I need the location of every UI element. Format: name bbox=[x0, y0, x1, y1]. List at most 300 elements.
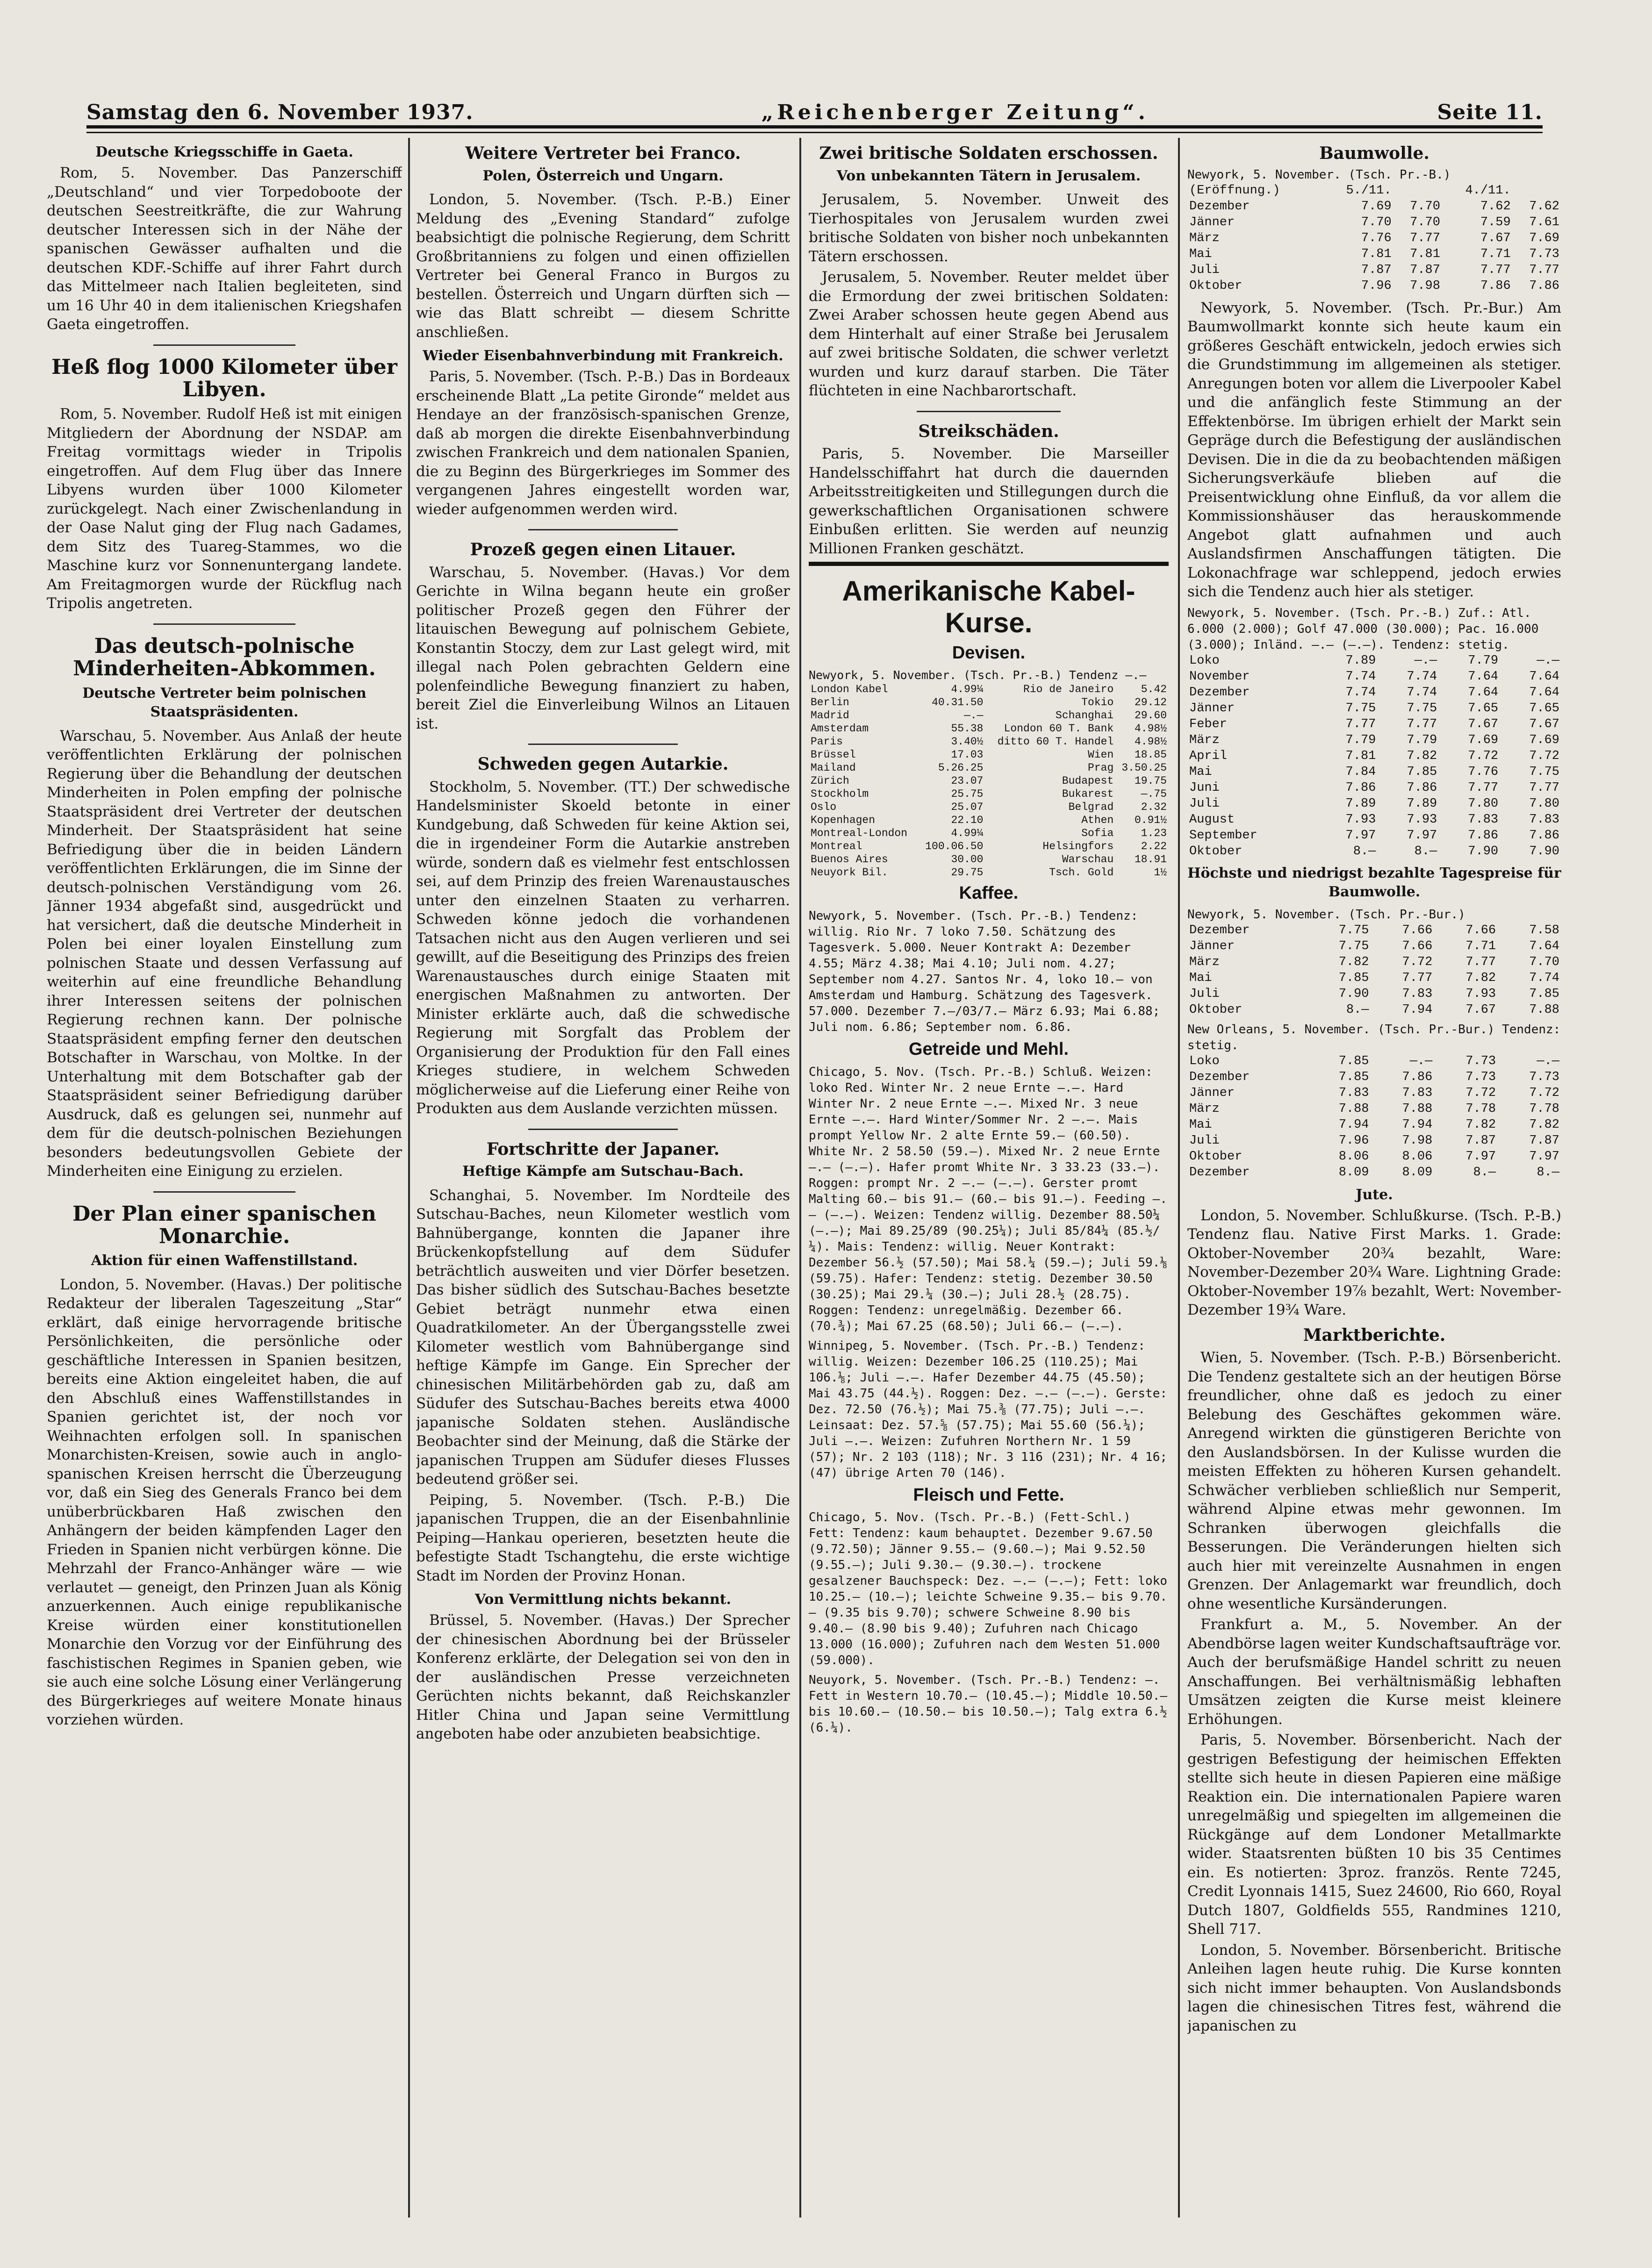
row-label: Oslo bbox=[811, 801, 837, 813]
table-cell: 7.69 bbox=[1468, 733, 1499, 747]
table-cell: 7.71 bbox=[1480, 247, 1511, 261]
table-row bbox=[1187, 1101, 1561, 1117]
table-cell: 7.74 bbox=[1407, 685, 1437, 700]
article-subtitle: Heftige Kämpfe am Sutschau-Bach. bbox=[462, 1163, 744, 1180]
table-cell: 7.85 bbox=[1407, 765, 1437, 779]
masthead-rule bbox=[86, 125, 1543, 129]
table-row bbox=[1187, 199, 1561, 215]
table-header: New Orleans, 5. November. (Tsch. Pr.-Bur.) Tendenz: stetig. bbox=[1187, 1022, 1561, 1052]
row-label: Kopenhagen bbox=[811, 814, 876, 826]
table-cell: 7.74 bbox=[1345, 669, 1376, 684]
table-cell: 7.66 bbox=[1402, 923, 1433, 937]
article-separator bbox=[528, 529, 678, 530]
table-cell: 7.74 bbox=[1529, 971, 1559, 985]
currency-row bbox=[809, 709, 1169, 722]
table-cell: 23.07 bbox=[951, 774, 984, 787]
table-cell: 7.82 bbox=[1465, 1117, 1496, 1132]
table-cell: 7.69 bbox=[1529, 733, 1559, 747]
column-header: 5./11. bbox=[1346, 183, 1392, 198]
currency-row bbox=[809, 801, 1169, 814]
table-cell: 7.78 bbox=[1529, 1102, 1559, 1116]
table-row bbox=[1187, 923, 1561, 938]
row-label: Buenos Aires bbox=[811, 853, 888, 866]
table-row bbox=[1187, 1133, 1561, 1149]
currency-row bbox=[809, 787, 1169, 801]
table-cell: 7.89 bbox=[1345, 653, 1376, 668]
row-label: Amsterdam bbox=[811, 722, 869, 735]
table-cell: 0.91½ bbox=[1134, 814, 1167, 826]
table-cell: 7.87 bbox=[1361, 263, 1392, 277]
table-cell: 7.86 bbox=[1529, 279, 1559, 293]
row-label: Oktober bbox=[1189, 279, 1243, 293]
article-title: Streikschäden. bbox=[918, 421, 1059, 441]
table-cell: 7.74 bbox=[1407, 669, 1437, 684]
market-report: Winnipeg, 5. November. (Tsch. Pr.-B.) Tendenz: willig. Weizen: Dezember 106.25 (110.25); Mai 106.⅛; Juli —.—. Hafer Dezember 44.75 (45.50); Mai 43.75 (44.½). Roggen: Dez. —.— (—.—). Gerste: Dez. 72.50 (76.½); Mai 75.⅜ (77.75); Juli —.—. Leinsaat: Dez. 57.⅝ (57.75); Mai 55.60 (56.¼); Juli —.—. Weizen: Zufuhren Northern Nr. 1 59 (57); Nr. 2 103 (118); Nr. 3 116 (231); Nr. 4 16; (47) übrige Arten 70 (146). bbox=[809, 1338, 1168, 1480]
row-label: Oktober bbox=[1189, 1002, 1243, 1017]
table-row bbox=[1187, 828, 1561, 844]
table-cell: 7.76 bbox=[1361, 231, 1392, 245]
table-cell: 7.69 bbox=[1361, 199, 1392, 214]
table-cell: 7.97 bbox=[1529, 1149, 1559, 1164]
table-cell: —.— bbox=[964, 709, 984, 722]
table-cell: Tsch. Gold bbox=[1049, 866, 1114, 879]
table-cell: —.— bbox=[1537, 653, 1559, 668]
table-cell: 7.89 bbox=[1407, 796, 1437, 811]
article-separator bbox=[528, 1129, 678, 1130]
article-body: Peiping, 5. November. (Tsch. P.-B.) Die japanischen Truppen, die an der Eisenbahnlinie Peiping—Hankau operieren, besetzten heute die befestigte Stadt Tschangtehu, die erste wichtige Stadt im Norden der Provinz Honan. bbox=[416, 1491, 790, 1584]
table-row bbox=[1187, 732, 1561, 748]
table-cell: ditto 60 T. Handel bbox=[997, 735, 1114, 748]
market-report: Newyork, 5. November. (Tsch. Pr.-B.) Tendenz: willig. Rio Nr. 7 loko 7.50. Schätzung des Tagesverk. 5.000. Neuer Kontrakt A: Dezember 4.55; März 4.38; Mai 4.10; Juli nom. 4.27; September nom 4.27. Santos Nr. 4, loko 10.— von Amsterdam und Hamburg. Schätzung des Tagesverk. 57.000. Dezember 7.—/03/7.— März 6.93; Mai 6.88; Juli nom. 6.86; September nom. 6.86. bbox=[809, 909, 1160, 1034]
row-label: Montreal-London bbox=[811, 827, 908, 839]
table-cell: 2.22 bbox=[1141, 840, 1167, 852]
table-cell: 8.06 bbox=[1402, 1149, 1433, 1164]
row-label: Mailand bbox=[811, 761, 856, 774]
table-row bbox=[1187, 954, 1561, 970]
table-cell: 8.— bbox=[1346, 1002, 1369, 1017]
table-cell: 7.73 bbox=[1465, 1054, 1496, 1068]
market-report: Chicago, 5. Nov. (Tsch. Pr.-B.) Schluß. Weizen: loko Red. Winter Nr. 2 neue Ernte —.—. Hard Winter Nr. 2 neue Ernte —.—. Mixed Nr. 3 neue Ernte —.—. Hard Winter/Sommer Nr. 2 —.—. Mais prompt Yellow Nr. 2 alte Ernte 59.— (60.50). White Nr. 2 58.50 (59.—). Mixed Nr. 2 neue Ernte —.— (—.—). Hafer promt White Nr. 3 33.23 (33.—). Roggen: prompt Nr. 2 —.— (—.—). Gerster promt Malting 60.— bis 91.— (60.— bis 91.—). Feeding —.— (—.—). Weizen: Tendenz willig. Dezember 88.50¼ (—.—); Mai 89.25/89 (90.25¼); Juli 85/84¼ (85.½/¼). Mais: Tendenz: willig. Neuer Kontrakt: Dezember 56.½ (57.50); Mai 58.¼ (59.—); Juli 59.⅛ (59.75). Hafer: Tendenz: stetig. Dezember 30.50 (30.25); Mai 29.¼ (30.—); Juli 28.½ (28.75). Roggen: Tendenz: unregelmäßig. Dezember 66. (70.¾); Mai 67.25 (68.50); Juli 66.— (—.—). bbox=[809, 1065, 1168, 1333]
table-cell: 7.98 bbox=[1410, 279, 1440, 293]
row-label: März bbox=[1189, 1102, 1220, 1116]
table-cell: 8.— bbox=[1473, 1165, 1496, 1180]
article-separator bbox=[153, 1191, 295, 1193]
table-cell: 7.66 bbox=[1402, 939, 1433, 953]
article-title: Von Vermittlung nichts bekannt. bbox=[474, 1591, 732, 1608]
section-subtitle: Fleisch und Fette. bbox=[913, 1485, 1064, 1505]
table-cell: 7.98 bbox=[1402, 1133, 1433, 1148]
table-row bbox=[1187, 844, 1561, 859]
article-body: Brüssel, 5. November. (Havas.) Der Sprecher der chinesischen Abordnung bei der Brüsseler Konferenz erklärte, der Delegation sei von den in der ausländischen Presse verzeichneten Gerüchten nichts bekannt, daß Reichskanzler Hitler China und Japan seine Vermittlung angeboten habe oder anzubieten beabsichtige. bbox=[416, 1612, 790, 1743]
table-cell: 7.72 bbox=[1465, 1086, 1496, 1100]
table-cell: London 60 T. Bank bbox=[1004, 722, 1114, 735]
table-cell: Schanghai bbox=[1056, 709, 1114, 722]
row-label: Dezember bbox=[1189, 1070, 1250, 1084]
table-cell: 7.80 bbox=[1468, 796, 1499, 811]
table-cell: 7.83 bbox=[1338, 1086, 1369, 1100]
row-label: September bbox=[1189, 828, 1257, 843]
column-3 bbox=[809, 138, 1169, 2218]
column-1 bbox=[47, 138, 402, 2218]
table-cell: 7.79 bbox=[1407, 733, 1437, 747]
row-label: Dezember bbox=[1189, 199, 1250, 214]
table-title: Höchste und niedrigst bezahlte Tagespreise für Baumwolle. bbox=[1187, 865, 1561, 901]
section-title: Amerikanische Kabel-Kurse. bbox=[842, 575, 1135, 639]
table-cell: 7.62 bbox=[1480, 199, 1511, 214]
row-label: Dezember bbox=[1189, 1165, 1250, 1180]
table-cell: 7.70 bbox=[1529, 955, 1559, 969]
column-header bbox=[1393, 183, 1442, 199]
table-cell: 7.83 bbox=[1402, 1086, 1433, 1100]
table-row bbox=[1187, 701, 1561, 716]
row-label: August bbox=[1189, 812, 1235, 827]
row-label: Juli bbox=[1189, 1133, 1220, 1148]
row-label: Oktober bbox=[1189, 1149, 1243, 1164]
table-cell: 7.96 bbox=[1361, 279, 1392, 293]
article-body: Warschau, 5. November. Aus Anlaß der heute veröffentlichten Erklärung der polnischen Regierung über die Behandlung der deutschen Minderheiten in Polen empfing der polnische Staatspräsident drei Vertreter der deutschen Minderheit. Der Staatspräsident hat seine Befriedigung über die in beiden Ländern veröffentlichten Erklärungen, die im Sinne der deutsch-polnischen Verständigung vom 26. Jänner 1934 abgefaßt sind, ausgedrückt und hat versichert, daß die deutsche Minderheit in Polen bei einer loyalen Einstellung zum polnischen Staate und dessen Verfassung auf weiterhin auf eine freundliche Behandlung ihrer Interessen seitens der polnischen Regierung rechnen kann. Der polnische Staatspräsident empfing ferner den deutschen Botschafter in Warschau, von Moltke. In der Unterhaltung mit dem Botschafter gab der Staatspräsident seiner Befriedigung darüber Ausdruck, daß es gelungen sei, nunmehr auf dem für die deutsch-polnischen Beziehungen besonders bedeutungsvollen Gebiete der Minderheiten eine Einigung zu erzielen. bbox=[47, 727, 402, 1180]
table-cell: 7.87 bbox=[1529, 1133, 1559, 1148]
table-cell: —.75 bbox=[1141, 787, 1167, 800]
article-subtitle: Von unbekannten Tätern in Jerusalem. bbox=[836, 167, 1141, 184]
article-body: Paris, 5. November. Die Marseiller Handelsschiffahrt hat durch die dauernden Arbeitsstreitigkeiten und Stillegungen durch die gewerkschaftlichen Organisationen schwere Einbußen erlitten. Sie werden auf neunzig Millionen Franken geschätzt. bbox=[809, 445, 1169, 557]
row-label: Juli bbox=[1189, 263, 1220, 277]
row-label: Oktober bbox=[1189, 844, 1243, 859]
table-cell: 7.86 bbox=[1480, 279, 1511, 293]
table-cell: 7.93 bbox=[1345, 812, 1376, 827]
market-report: London, 5. November. Schlußkurse. (Tsch. P.-B.) Tendenz flau. Native First Marks. 1. Grade: Oktober-November 20¾ bezahlt, Ware: November-Dezember 20¾ Ware. Lightning Grade: Oktober-November 19⅞ bezahlt, Wert: November-Dezember 19¾ Ware. bbox=[1187, 1207, 1561, 1319]
article-body: Schanghai, 5. November. Im Nordteile des Sutschau-Baches, neun Kilometer westlich vom Bahnübergange, konnten die Japaner ihre Brückenkopfstellung auf dem Südufer beträchtlich ausweiten und vier Dörfer besetzen. Das bisher südlich des Sutschau-Baches besetzte Gebiet beträgt nunmehr etwa einen Quadratkilometer. An der Übergangsstelle zwei Kilometer westlich vom Bahnübergange sind heftige Kämpfe im Gange. Ein Sprecher der chinesischen Militärbehörden gab zu, daß am Südufer des Sutschau-Baches bereits etwa 4000 japanische Soldaten stehen. Ausländische Beobachter sind der Meinung, daß die Stärke der japanischen Truppen am Südufer dieses Flusses bedeutend größer sei. bbox=[416, 1187, 790, 1488]
article-body: Paris, 5. November. (Tsch. P.-B.) Das in Bordeaux erscheinende Blatt „La petite Gironde“ meldet aus Hendaye an der französisch-spanischen Grenze, daß ab morgen die direkte Eisenbahnverbindung zwischen Frankreich und dem nationalen Spanien, die zu Beginn des Bürgerkrieges im Sommer des vergangenen Jahres eingestellt worden war, wieder aufgenommen werden wird. bbox=[416, 368, 790, 518]
article-title: Schweden gegen Autarkie. bbox=[477, 754, 729, 774]
row-label: März bbox=[1189, 231, 1220, 245]
table-cell: 7.82 bbox=[1529, 1117, 1559, 1132]
table-row bbox=[1187, 938, 1561, 954]
table-cell: 7.86 bbox=[1468, 828, 1499, 843]
row-label: April bbox=[1189, 749, 1228, 763]
table-cell: 7.93 bbox=[1407, 812, 1437, 827]
currency-row bbox=[809, 696, 1169, 709]
currency-row bbox=[809, 827, 1169, 840]
table-cell: 7.85 bbox=[1338, 1054, 1369, 1068]
table-cell: 18.85 bbox=[1134, 748, 1167, 761]
section-subtitle: Getreide und Mehl. bbox=[908, 1039, 1069, 1059]
article-separator bbox=[528, 744, 678, 745]
table-cell: 7.72 bbox=[1529, 1086, 1559, 1100]
market-report: Frankfurt a. M., 5. November. An der Abendbörse lagen weiter Kundschaftsaufträge vor. Auch der berufsmäßige Handel schritt zu neuen Anschaffungen. Bei verhältnismäßig lebhaften Umsätzen zeigten die Kurse meist kleinere Erhöhungen. bbox=[1187, 1616, 1561, 1728]
column-divider bbox=[799, 138, 801, 2218]
cotton-table-high-low bbox=[1187, 923, 1561, 1018]
section-title: Marktberichte. bbox=[1303, 1325, 1446, 1345]
table-cell: 7.77 bbox=[1468, 780, 1499, 795]
table-cell: 2.32 bbox=[1141, 801, 1167, 813]
row-label: Neuyork Bil. bbox=[811, 866, 888, 879]
cotton-table-newyork bbox=[1187, 653, 1561, 859]
section-title: Jute. bbox=[1356, 1186, 1393, 1203]
table-cell: 8.— bbox=[1414, 844, 1437, 859]
row-label: Juli bbox=[1189, 796, 1220, 811]
table-cell: 19.75 bbox=[1134, 774, 1167, 787]
table-cell: 7.72 bbox=[1468, 749, 1499, 763]
currency-row bbox=[809, 748, 1169, 761]
currency-row bbox=[809, 722, 1169, 735]
column-divider bbox=[408, 138, 410, 2218]
table-cell: 7.90 bbox=[1468, 844, 1499, 859]
table-row bbox=[1187, 1069, 1561, 1085]
row-label: Juni bbox=[1189, 780, 1220, 795]
article-title: Zwei britische Soldaten erschossen. bbox=[819, 143, 1158, 163]
article-title: Weitere Vertreter bei Franco. bbox=[465, 143, 741, 163]
table-cell: 7.64 bbox=[1529, 669, 1559, 684]
table-cell: 7.77 bbox=[1402, 971, 1433, 985]
table-cell: Rio de Janeiro bbox=[1023, 683, 1114, 695]
row-label: Feber bbox=[1189, 717, 1228, 731]
table-cell: 7.78 bbox=[1465, 1102, 1496, 1116]
table-cell: 7.77 bbox=[1465, 955, 1496, 969]
table-cell: 7.75 bbox=[1338, 939, 1369, 953]
table-cell: 7.77 bbox=[1480, 263, 1511, 277]
currency-row bbox=[809, 853, 1169, 866]
row-label: März bbox=[1189, 733, 1220, 747]
table-cell: 7.77 bbox=[1529, 780, 1559, 795]
table-cell: —.— bbox=[1409, 1054, 1433, 1068]
table-cell: 8.09 bbox=[1338, 1165, 1369, 1180]
table-cell: 7.97 bbox=[1407, 828, 1437, 843]
section-rule bbox=[809, 562, 1169, 566]
article-body: Jerusalem, 5. November. Reuter meldet über die Ermordung der zwei britischen Soldaten: Zwei Araber schossen heute gegen Abend aus dem Hinterhalt auf einer Straße bei Jerusalem auf zwei britische Soldaten, die schwer verletzt wurden und kurz darauf starben. Die Täter flüchteten in eine Nachbarortschaft. bbox=[809, 269, 1169, 400]
market-report: Neuyork, 5. November. (Tsch. Pr.-B.) Tendenz: —. Fett in Western 10.70.— (10.45.—); Middle 10.50.— bis 10.60.— (10.50.— bis 10.50.—); Talg extra 6.½ (6.¼). bbox=[809, 1673, 1168, 1735]
table-cell: 7.64 bbox=[1468, 669, 1499, 684]
currency-row bbox=[809, 814, 1169, 827]
article-title: Prozeß gegen einen Litauer. bbox=[470, 540, 736, 560]
table-cell: 7.86 bbox=[1529, 828, 1559, 843]
masthead bbox=[86, 92, 1543, 124]
table-cell: 7.93 bbox=[1465, 987, 1496, 1001]
article-body: Rom, 5. November. Rudolf Heß ist mit einigen Mitgliedern der Abordnung der NSDAP. am Freitag vormittags wieder in Tripolis eingetroffen. Auf dem Flug über das Innere Libyens wurden über 1000 Kilometer zurückgelegt. Nach einer Zwischenlandung in der Oase Nalut ging der Flug nach Gadames, dem Sitz des Tuareg-Stammes, wo die Maschine kurz vor Sonnenuntergang landete. Am Freitagmorgen wurde der Rückflug nach Tripolis angetreten. bbox=[47, 406, 402, 612]
table-cell: 7.67 bbox=[1468, 717, 1499, 731]
table-row bbox=[1187, 716, 1561, 732]
table-cell: 7.67 bbox=[1480, 231, 1511, 245]
table-cell: 7.85 bbox=[1338, 1070, 1369, 1084]
table-row bbox=[1187, 780, 1561, 796]
table-cell: 7.77 bbox=[1345, 717, 1376, 731]
table-cell: 3.40½ bbox=[951, 735, 984, 748]
table-cell: 7.70 bbox=[1410, 215, 1440, 229]
table-cell: 7.67 bbox=[1529, 717, 1559, 731]
table-cell: 7.86 bbox=[1345, 780, 1376, 795]
table-cell: Bukarest bbox=[1062, 787, 1114, 800]
currency-row bbox=[809, 840, 1169, 853]
article-title: Deutsche Kriegsschiffe in Gaeta. bbox=[95, 144, 353, 160]
table-cell: 7.87 bbox=[1465, 1133, 1496, 1148]
table-cell: 7.72 bbox=[1529, 749, 1559, 763]
row-label: Berlin bbox=[811, 696, 849, 708]
table-cell: 7.73 bbox=[1465, 1070, 1496, 1084]
table-row bbox=[1187, 685, 1561, 701]
table-cell: 1.23 bbox=[1141, 827, 1167, 839]
table-cell: 7.87 bbox=[1410, 263, 1440, 277]
table-cell: Belgrad bbox=[1068, 801, 1114, 813]
masthead-rule-thin bbox=[86, 132, 1543, 133]
article-body: Rom, 5. November. Das Panzerschiff „Deutschland“ und vier Torpedoboote der deutschen Seestreitkräfte, die zur Wahrung deutscher Interessen sich in der Nähe der spanischen Gewässer aufhalten und die deutschen KDF.-Schiffe auf ihrer Fahrt durch das Mittelmeer nach Italien begleiteten, sind um 16 Uhr 40 in dem italienischen Kriegshafen Gaeta eingetroffen. bbox=[47, 165, 402, 333]
table-cell: —.— bbox=[1537, 1054, 1559, 1068]
table-cell: 7.70 bbox=[1361, 215, 1392, 229]
row-label: November bbox=[1189, 669, 1250, 684]
table-cell: 7.66 bbox=[1465, 923, 1496, 937]
table-row bbox=[1187, 1149, 1561, 1165]
table-row bbox=[1187, 262, 1561, 278]
table-cell: 7.86 bbox=[1402, 1070, 1433, 1084]
table-cell: 7.88 bbox=[1402, 1102, 1433, 1116]
table-cell: 7.90 bbox=[1338, 987, 1369, 1001]
market-report: Chicago, 5. Nov. (Tsch. Pr.-B.) (Fett-Schl.) Fett: Tendenz: kaum behauptet. Dezember 9.67.50 (9.72.50); Jänner 9.55.— (9.60.—); Mai 9.52.50 (9.55.—); Juli 9.30.— (9.30.—). trockene gesalzener Bauchspeck: Dez. —.— (—.—); Fett: loko 10.25.— (10.—); leichte Schweine 9.35.— bis 9.70.— (9.35 bis 9.70); schwere Schweine 8.90 bis 9.40.— (8.90 bis 9.40); Zufuhren nach Chicago 13.000 (16.000); Zufuhren nach dem Westen 51.000 (59.000). bbox=[809, 1510, 1168, 1668]
table-cell: 40.31.50 bbox=[932, 696, 984, 708]
table-row bbox=[1187, 1165, 1561, 1181]
row-label: Brüssel bbox=[811, 748, 856, 761]
table-cell: 30.00 bbox=[951, 853, 984, 866]
section-title: Baumwolle. bbox=[1319, 143, 1429, 163]
table-cell: 8.06 bbox=[1338, 1149, 1369, 1164]
cotton-table-new-orleans bbox=[1187, 1053, 1561, 1181]
article-body: London, 5. November. (Tsch. P.-B.) Einer Meldung des „Evening Standard“ zufolge beabsichtigt die polnische Regierung, dem Schritt Großbritanniens zu folgen und einen offiziellen Vertreter bei General Franco in Burgos zu bestellen. Österreich und Ungarn dürften sich — wie das Blatt schreibt — diesem Schritte anschließen. bbox=[416, 191, 790, 341]
table-header: Newyork, 5. November. (Tsch. Pr.-B.) bbox=[1187, 167, 1451, 182]
table-cell: 7.72 bbox=[1402, 955, 1433, 969]
market-report: Newyork, 5. November. (Tsch. Pr.-Bur.) Am Baumwollmarkt konnte sich heute kaum ein größeres Geschäft entwickeln, jedoch erwies sich die Grundstimmung im allgemeinen als stetiger. Anregungen boten vor allem die Liverpooler Kabel und die anfänglich feste Stimmung an der Effektenbörse. Im übrigen erhielt der Markt sein Gepräge durch die Befestigung der ausländischen Devisen. Die in die da zu beobachtenden mäßigen Sicherungsverkäufe blieben auf die Preisentwicklung ohne Einfluß, da vor allem die Kommissionshäuser das herauskommende Angebot glatt aufnahmen und auch Auslandsfirmen Anschaffungen tätigten. Die Lokonachfrage war schleppend, jedoch erwies sich die Tendenz auch hier als stetiger. bbox=[1187, 299, 1561, 601]
table-cell: 7.97 bbox=[1465, 1149, 1496, 1164]
table-cell: 55.38 bbox=[951, 722, 984, 735]
table-cell: 7.73 bbox=[1529, 1070, 1559, 1084]
table-cell: 7.71 bbox=[1465, 939, 1496, 953]
table-cell: Warschau bbox=[1062, 853, 1114, 866]
page-number: Seite 11. bbox=[1437, 100, 1543, 124]
table-cell: 25.75 bbox=[951, 787, 984, 800]
row-label: Montreal bbox=[811, 840, 862, 852]
table-cell: 17.03 bbox=[951, 748, 984, 761]
table-cell: 18.91 bbox=[1134, 853, 1167, 866]
column-header: 4./11. bbox=[1465, 183, 1511, 198]
article-separator bbox=[153, 344, 295, 346]
table-row bbox=[1187, 970, 1561, 986]
article-title: Wieder Eisenbahnverbindung mit Frankreich. bbox=[423, 348, 783, 365]
article-subtitle: Aktion für einen Waffenstillstand. bbox=[91, 1252, 358, 1269]
currency-row bbox=[809, 866, 1169, 879]
row-label: Jänner bbox=[1189, 215, 1235, 229]
table-cell: 4.98½ bbox=[1134, 722, 1167, 735]
table-cell: 1½ bbox=[1154, 866, 1167, 879]
table-cell: 7.94 bbox=[1402, 1117, 1433, 1132]
row-label: Dezember bbox=[1189, 923, 1250, 937]
table-row bbox=[1187, 246, 1561, 262]
table-cell: Sofia bbox=[1081, 827, 1114, 839]
table-cell: 7.75 bbox=[1345, 701, 1376, 715]
article-body: London, 5. November. (Havas.) Der politische Redakteur der liberalen Tageszeitung „Star“ erklärt, daß einige hervorragende britische Persönlichkeiten, die persönliche oder geschäftliche Interessen in Spanien besitzen, bereits eine Aktion eingeleitet haben, die auf den Abschluß eines Waffenstillstandes in Spanien gerichtet ist, der noch vor Weihnachten erfolgen soll. In spanischen Monarchisten-Kreisen, sowie auch in anglo-spanischen Kreisen herrscht die Überzeugung vor, daß ein Sieg des Generals Franco bei dem unüberbrückbaren Haß zwischen den Anhängern der beiden kämpfenden Lager den Frieden in Spanien nicht verbürgen könne. Die Mehrzahl der Franco-Anhänger wäre — wie verlautet — geneigt, den Prinzen Juan als König anzuerkennen. Auch einige republikanische Kreise würden einer konstitutionellen Monarchie den Vorzug vor der Einführung des faschistischen Regimes in Spanien geben, wie sie auch eine solche Lösung einer Verlängerung des Bürgerkrieges auf weitere Monate hinaus vorziehen würden. bbox=[47, 1276, 402, 1729]
table-row bbox=[1187, 1117, 1561, 1133]
table-row bbox=[1187, 1002, 1561, 1018]
table-cell: 4.98½ bbox=[1134, 735, 1167, 748]
table-cell: 7.94 bbox=[1338, 1117, 1369, 1132]
row-label: London Kabel bbox=[811, 683, 888, 695]
table-cell: 7.82 bbox=[1338, 955, 1369, 969]
article-body: Warschau, 5. November. (Havas.) Vor dem Gerichte in Wilna begann heute ein großer politischer Prozeß gegen den Führer der litauischen Bewegung auf polnischem Gebiete, Konstantin Stoczy, dem zur Last gelegt wird, mit illegal nach Polen gebrachten Geldern eine polenfeindliche Bewegung finanziert zu haben, bereit Ziel die Einverleibung Wilnos an Litauen ist. bbox=[416, 564, 790, 732]
table-cell: Tokio bbox=[1081, 696, 1114, 708]
table-cell: 7.80 bbox=[1529, 796, 1559, 811]
table-cell: Wien bbox=[1088, 748, 1114, 761]
table-cell: 7.79 bbox=[1468, 653, 1499, 668]
table-header: Newyork, 5. November. (Tsch. Pr.-Bur.) bbox=[1187, 907, 1465, 922]
table-cell: 7.96 bbox=[1338, 1133, 1369, 1148]
row-label: Mai bbox=[1189, 971, 1212, 985]
table-cell: 7.76 bbox=[1468, 765, 1499, 779]
table-row bbox=[1187, 1053, 1561, 1069]
market-report: London, 5. November. Börsenbericht. Britische Anleihen lagen heute ruhig. Die Kurse konnten sich nicht immer behaupten. Von Auslandsbonds lagen die chinesischen Titres fest, während die japanischen zu bbox=[1187, 1941, 1561, 2034]
table-cell: 7.84 bbox=[1345, 765, 1376, 779]
table-cell: 7.85 bbox=[1338, 971, 1369, 985]
table-cell: 7.82 bbox=[1465, 971, 1496, 985]
table-cell: 7.59 bbox=[1480, 215, 1511, 229]
table-cell: 7.75 bbox=[1529, 765, 1559, 779]
row-label: Loko bbox=[1189, 653, 1220, 668]
currency-row bbox=[809, 774, 1169, 787]
row-label: Paris bbox=[811, 735, 843, 748]
table-cell: 7.77 bbox=[1407, 717, 1437, 731]
row-label: Mai bbox=[1189, 765, 1212, 779]
table-cell: 7.89 bbox=[1345, 796, 1376, 811]
table-cell: 7.61 bbox=[1529, 215, 1559, 229]
table-cell: 7.85 bbox=[1529, 987, 1559, 1001]
table-row bbox=[1187, 748, 1561, 764]
row-label: Jänner bbox=[1189, 701, 1235, 715]
column-divider bbox=[1178, 138, 1180, 2218]
table-cell: 7.75 bbox=[1407, 701, 1437, 715]
table-cell: 7.75 bbox=[1338, 923, 1369, 937]
table-cell: —.— bbox=[1414, 653, 1437, 668]
table-cell: 7.73 bbox=[1529, 247, 1559, 261]
cotton-table-opening bbox=[1187, 183, 1561, 294]
table-row bbox=[1187, 764, 1561, 780]
table-cell: 7.97 bbox=[1345, 828, 1376, 843]
table-cell: 7.64 bbox=[1468, 685, 1499, 700]
table-cell: 7.81 bbox=[1410, 247, 1440, 261]
row-label: Mai bbox=[1189, 1117, 1212, 1132]
table-cell: 7.58 bbox=[1529, 923, 1559, 937]
table-row bbox=[1187, 812, 1561, 828]
row-label: Madrid bbox=[811, 709, 849, 722]
currency-row bbox=[809, 761, 1169, 774]
table-row bbox=[1187, 215, 1561, 230]
table-cell: 7.62 bbox=[1529, 199, 1559, 214]
currency-row bbox=[809, 735, 1169, 748]
table-cell: 7.70 bbox=[1410, 199, 1440, 214]
table-cell: 7.86 bbox=[1407, 780, 1437, 795]
table-cell: Athen bbox=[1081, 814, 1114, 826]
article-subtitle: Deutsche Vertreter beim polnischen Staatspräsidenten. bbox=[82, 685, 366, 721]
table-cell: 7.81 bbox=[1361, 247, 1392, 261]
table-cell: 7.88 bbox=[1338, 1102, 1369, 1116]
row-label: Jänner bbox=[1189, 939, 1235, 953]
row-label: Juli bbox=[1189, 987, 1220, 1001]
table-cell: 7.65 bbox=[1468, 701, 1499, 715]
column-header: (Eröffnung.) bbox=[1189, 183, 1280, 198]
table-cell: 4.99¼ bbox=[951, 827, 984, 839]
table-cell: 7.83 bbox=[1468, 812, 1499, 827]
article-separator bbox=[153, 623, 295, 625]
table-cell: 7.74 bbox=[1345, 685, 1376, 700]
market-report: Paris, 5. November. Börsenbericht. Nach der gestrigen Befestigung der heimischen Effekten stellte sich heute in diesen Papieren eine mäßige Reaktion ein. Die internationalen Papiere waren unregelmäßig und spiegelten im allgemeinen die Rückgänge auf dem Londoner Metallmarkte wider. Staatsrenten büßten 10 bis 35 Centimes ein. Es notierten: 3proz. französ. Rente 7245, Credit Lyonnais 1415, Suez 24600, Rio 660, Royal Dutch 1807, Goldfields 555, Randmines 1210, Shell 717. bbox=[1187, 1731, 1561, 1938]
table-cell: 7.88 bbox=[1529, 1002, 1559, 1017]
table-cell: 7.77 bbox=[1410, 231, 1440, 245]
row-label: Mai bbox=[1189, 247, 1212, 261]
table-row bbox=[1187, 230, 1561, 246]
table-cell: 29.60 bbox=[1134, 709, 1167, 722]
